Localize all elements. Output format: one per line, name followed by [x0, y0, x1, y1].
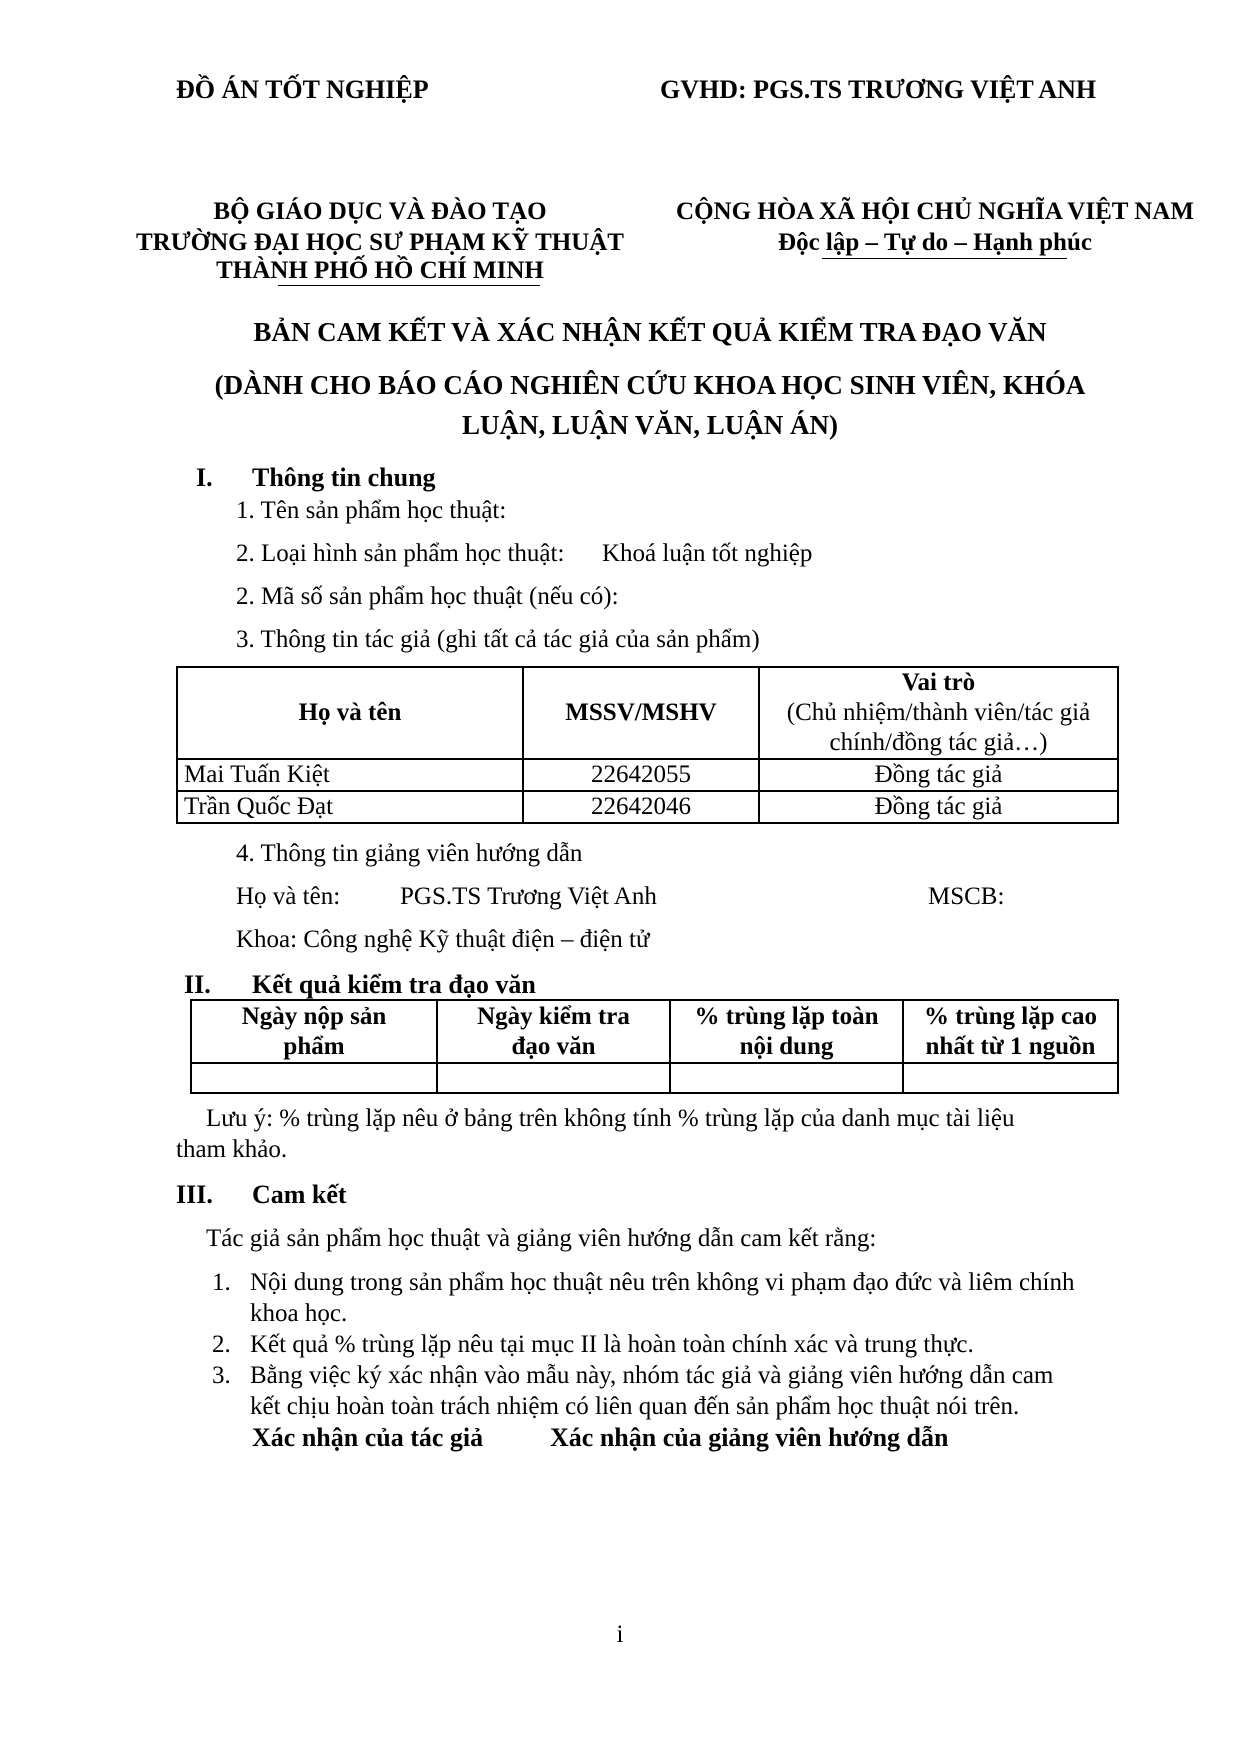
commitment-item-number: 2. [212, 1331, 231, 1358]
plagiarism-col-check-date-l2: đạo văn [511, 1032, 596, 1060]
section2-number: II. [184, 970, 211, 999]
plagiarism-col-check-date [437, 1000, 670, 1063]
table-row [177, 791, 1118, 823]
header-project-title: ĐỒ ÁN TỐT NGHIỆP [176, 75, 429, 104]
institution-university: TRƯỜNG ĐẠI HỌC SƯ PHẠM KỸ THUẬT [136, 229, 624, 256]
plagiarism-col-total-l1: % trùng lặp toàn [694, 1002, 879, 1030]
plagiarism-col-total [670, 1000, 903, 1063]
institution-city-text: THÀNH PHỐ HỒ CHÍ MINH [216, 257, 544, 284]
page-number: i [616, 1621, 624, 1648]
plagiarism-col-submit-date [191, 1000, 437, 1063]
authors-col-role-title: Vai trò [901, 669, 976, 696]
note-line1: Lưu ý: % trùng lặp nêu ở bảng trên không tính % trùng lặp của danh mục tài liệu [206, 1105, 1015, 1132]
commitment-item-text-cont: khoa học. [250, 1300, 348, 1327]
author-id: 22642046 [523, 791, 759, 823]
mscb-label: MSCB: [928, 883, 1005, 910]
authors-col-role-desc1: (Chủ nhiệm/thành viên/tác giả [786, 699, 1091, 726]
plagiarism-col-submit-date-l2: phẩm [283, 1032, 345, 1060]
note-line2: tham khảo. [176, 1136, 288, 1163]
authors-col-role [759, 667, 1118, 759]
authors-table [176, 666, 1119, 824]
section1-number: I. [196, 463, 213, 492]
product-type-label: 2. Loại hình sản phẩm học thuật: [236, 540, 565, 567]
section2-heading: Kết quả kiểm tra đạo văn [252, 970, 536, 999]
commitment-item-number: 1. [212, 1269, 231, 1296]
section3-number: III. [176, 1180, 213, 1209]
author-role: Đồng tác giả [759, 791, 1118, 823]
document-subtitle-line1: (DÀNH CHO BÁO CÁO NGHIÊN CỨU KHOA HỌC SINH VIÊN, KHÓA [214, 370, 1086, 400]
product-type-value: Khoá luận tốt nghiệp [602, 540, 813, 567]
plagiarism-col-check-date-l1: Ngày kiểm tra [477, 1002, 630, 1030]
author-name: Mai Tuấn Kiệt [177, 759, 523, 791]
plagiarism-cell-check-date [437, 1063, 670, 1093]
table-row [177, 759, 1118, 791]
sign-advisor-label: Xác nhận của giảng viên hướng dẫn [550, 1423, 949, 1452]
plagiarism-cell-total [670, 1063, 903, 1093]
plagiarism-col-max-source [903, 1000, 1118, 1063]
institution-underline [278, 285, 540, 286]
table-row [191, 1063, 1118, 1093]
section3-heading: Cam kết [252, 1180, 347, 1209]
advisor-heading: 4. Thông tin giảng viên hướng dẫn [236, 840, 583, 867]
header-advisor: GVHD: PGS.TS TRƯƠNG VIỆT ANH [660, 75, 1097, 104]
plagiarism-cell-submit-date [191, 1063, 437, 1093]
plagiarism-table [190, 999, 1119, 1094]
institution-ministry: BỘ GIÁO DỤC VÀ ĐÀO TẠO [213, 198, 547, 225]
advisor-name-label: Họ và tên: [236, 883, 341, 910]
author-id: 22642055 [523, 759, 759, 791]
authors-table-header [177, 667, 1118, 759]
institution-city [130, 256, 630, 286]
plagiarism-col-max-source-l2: nhất từ 1 nguồn [925, 1032, 1096, 1060]
plagiarism-table-header [191, 1000, 1118, 1063]
commitment-item-number: 3. [212, 1362, 231, 1389]
authors-col-name: Họ và tên [177, 667, 523, 759]
plagiarism-col-submit-date-l1: Ngày nộp sản [241, 1002, 387, 1030]
commitment-intro: Tác giả sản phẩm học thuật và giảng viên hướng dẫn cam kết rằng: [206, 1225, 877, 1252]
republic-name: CỘNG HÒA XÃ HỘI CHỦ NGHĨA VIỆT NAM [676, 198, 1194, 225]
document-title: BẢN CAM KẾT VÀ XÁC NHẬN KẾT QUẢ KIỂM TRA ĐẠO VĂN [253, 317, 1047, 347]
author-info-label: 3. Thông tin tác giả (ghi tất cả tác giả của sản phẩm) [236, 626, 760, 653]
sign-author-label: Xác nhận của tác giả [252, 1423, 484, 1452]
authors-col-id: MSSV/MSHV [523, 667, 759, 759]
republic-underline [822, 258, 1067, 259]
commitment-item-text: Bằng việc ký xác nhận vào mẫu này, nhóm tác giả và giảng viên hướng dẫn cam [250, 1362, 1054, 1389]
advisor-name-value: PGS.TS Trương Việt Anh [400, 883, 657, 910]
plagiarism-col-max-source-l1: % trùng lặp cao [924, 1002, 1097, 1030]
commitment-item-text: Kết quả % trùng lặp nêu tại mục II là hoàn toàn chính xác và trung thực. [250, 1331, 974, 1358]
product-code-label: 2. Mã số sản phẩm học thuật (nếu có): [236, 583, 619, 610]
republic-motto: Độc lập – Tự do – Hạnh phúc [778, 229, 1092, 256]
section1-heading: Thông tin chung [252, 463, 436, 492]
commitment-item-text-cont: kết chịu hoàn toàn trách nhiệm có liên quan đến sản phẩm học thuật nói trên. [250, 1393, 1020, 1420]
product-name-label: 1. Tên sản phẩm học thuật: [236, 497, 507, 524]
authors-col-role-desc2: chính/đồng tác giả…) [829, 729, 1048, 756]
plagiarism-cell-max-source [903, 1063, 1118, 1093]
commitment-item-text: Nội dung trong sản phẩm học thuật nêu trên không vi phạm đạo đức và liêm chính [250, 1269, 1075, 1296]
faculty-text: Khoa: Công nghệ Kỹ thuật điện – điện tử [236, 926, 650, 953]
plagiarism-col-total-l2: nội dung [739, 1032, 834, 1060]
author-name: Trần Quốc Đạt [177, 791, 523, 823]
author-role: Đồng tác giả [759, 759, 1118, 791]
document-subtitle-line2: LUẬN, LUẬN VĂN, LUẬN ÁN) [461, 410, 838, 440]
